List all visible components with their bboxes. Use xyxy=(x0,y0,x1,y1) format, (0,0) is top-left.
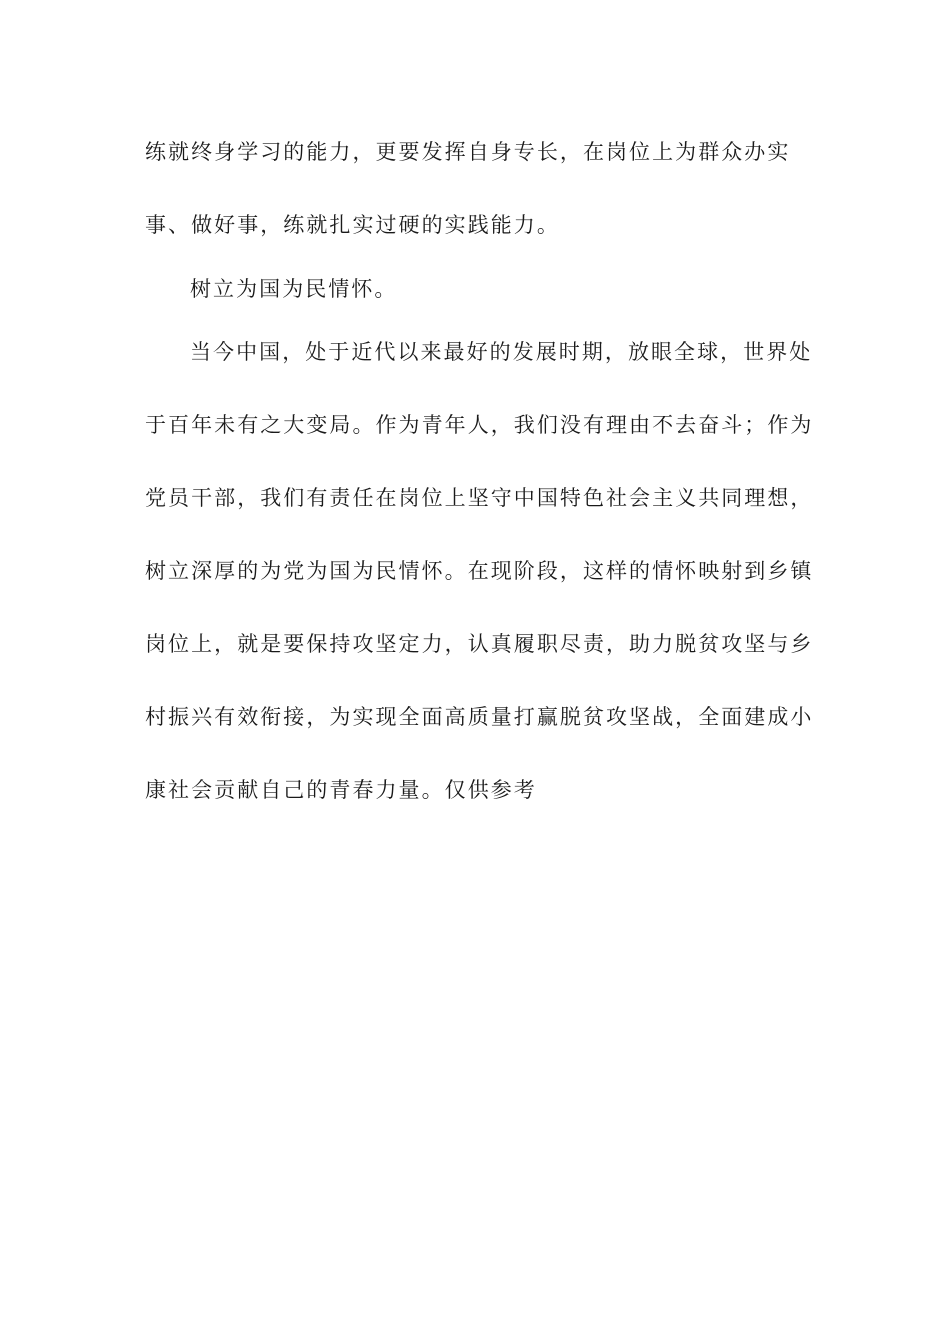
paragraph-line: 当今中国，处于近代以来最好的发展时期，放眼全球，世界处 xyxy=(190,340,813,364)
paragraph-line: 于百年未有之大变局。作为青年人，我们没有理由不去奋斗；作为 xyxy=(145,413,814,437)
paragraph-line: 村振兴有效衔接，为实现全面高质量打赢脱贫攻坚战，全面建成小 xyxy=(145,705,814,729)
paragraph-line: 岗位上，就是要保持攻坚定力，认真履职尽责，助力脱贫攻坚与乡 xyxy=(145,632,814,656)
paragraph-line: 康社会贡献自己的青春力量。仅供参考 xyxy=(145,778,537,802)
paragraph-line: 练就终身学习的能力，更要发挥自身专长，在岗位上为群众办实 xyxy=(145,140,791,164)
paragraph-line: 事、做好事，练就扎实过硬的实践能力。 xyxy=(145,213,560,237)
paragraph-line: 树立深厚的为党为国为民情怀。在现阶段，这样的情怀映射到乡镇 xyxy=(145,559,814,583)
paragraph-line: 党员干部，我们有责任在岗位上坚守中国特色社会主义共同理想， xyxy=(145,486,814,510)
section-heading: 树立为国为民情怀。 xyxy=(190,277,398,301)
